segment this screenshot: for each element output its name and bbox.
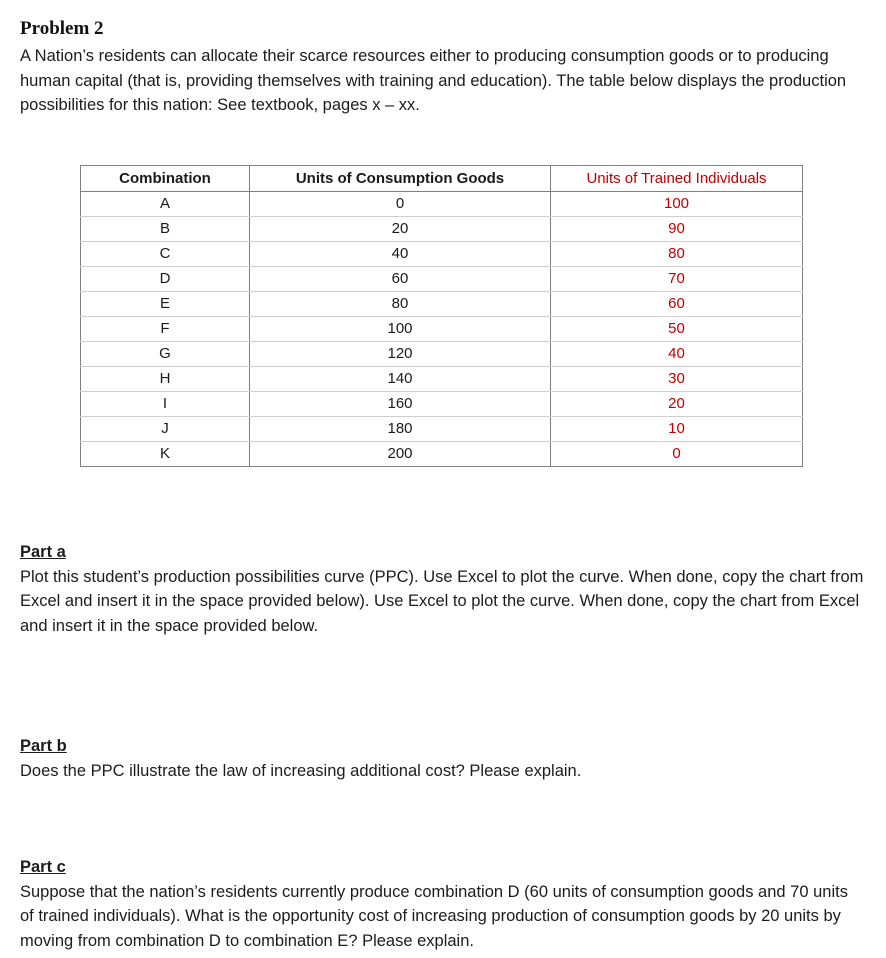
table-row [81,417,803,442]
part-a-heading: Part a [20,543,66,561]
combination-cell: H [81,367,250,392]
trained-cell: 80 [551,242,803,267]
combination-cell: K [81,442,250,467]
table-row [81,367,803,392]
trained-cell: 90 [551,217,803,242]
consumption-cell: 160 [250,392,551,417]
part-c-text: Suppose that the nation’s residents currently produce combination D (60 units of consumption goods and 70 units of trained individuals). What is the opportunity cost of increasing production of consumption goods by 20 units by moving from combination D to combination E? Please explain. [20,882,848,950]
combination-cell: A [81,192,250,217]
consumption-cell: 0 [250,192,551,217]
trained-cell: 50 [551,317,803,342]
table-header-row [81,166,803,192]
table-row [81,217,803,242]
trained-cell: 20 [551,392,803,417]
combination-cell: C [81,242,250,267]
consumption-cell: 100 [250,317,551,342]
part-c-section [20,855,860,953]
combination-cell: E [81,292,250,317]
combination-cell: G [81,342,250,367]
combination-cell: B [81,217,250,242]
production-possibilities-table [80,165,803,467]
table-row [81,292,803,317]
trained-cell: 60 [551,292,803,317]
trained-cell: 70 [551,267,803,292]
part-c-heading: Part c [20,858,66,876]
consumption-cell: 40 [250,242,551,267]
table-row [81,392,803,417]
consumption-cell: 20 [250,217,551,242]
trained-cell: 100 [551,192,803,217]
trained-cell: 0 [551,442,803,467]
part-b-heading: Part b [20,737,67,755]
combination-cell: D [81,267,250,292]
consumption-cell: 80 [250,292,551,317]
table-row [81,192,803,217]
consumption-cell: 140 [250,367,551,392]
problem-title: Problem 2 [20,18,104,39]
intro-text: A Nation’s residents can allocate their scarce resources either to producing consumption goods or to producing human capital (that is, providing themselves with training and education). The table below displays the production possibilities for this nation: See textbook, pages x – xx. [20,47,847,114]
combination-cell: F [81,317,250,342]
table-row [81,342,803,367]
trained-cell: 30 [551,367,803,392]
part-a-section [20,540,870,638]
table-row [81,442,803,467]
part-b-section [20,734,870,783]
consumption-cell: 60 [250,267,551,292]
intro-paragraph [20,44,870,118]
combination-cell: J [81,417,250,442]
table-row [81,267,803,292]
part-a-text: Plot this student’s production possibilities curve (PPC). Use Excel to plot the curve. When done, copy the chart from Excel and insert it in the space provided below). Use Excel to plot the curve. When done, copy the chart from Excel and insert it in the space provided below. [20,567,864,635]
trained-cell: 40 [551,342,803,367]
consumption-cell: 200 [250,442,551,467]
combination-cell: I [81,392,250,417]
table-row [81,242,803,267]
consumption-cell: 180 [250,417,551,442]
part-b-text: Does the PPC illustrate the law of increasing additional cost? Please explain. [20,761,582,780]
header-combination: Combination [81,166,250,192]
header-trained-individuals: Units of Trained Individuals [551,166,803,192]
consumption-cell: 120 [250,342,551,367]
table-row [81,317,803,342]
header-consumption-goods: Units of Consumption Goods [250,166,551,192]
trained-cell: 10 [551,417,803,442]
